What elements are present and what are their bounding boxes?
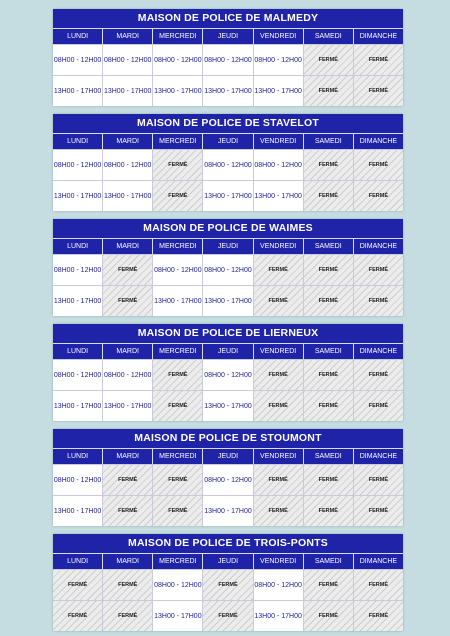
closed-cell: FERMÉ [202, 601, 252, 631]
closed-cell: FERMÉ [303, 601, 353, 631]
station-title: MAISON DE POLICE DE MALMEDY [53, 9, 403, 28]
station-schedule [53, 534, 403, 631]
day-header: LUNDI [67, 558, 89, 565]
day-header: MARDI [102, 29, 152, 44]
day-header: SAMEDI [303, 554, 353, 569]
closed-cell: FERMÉ [102, 496, 152, 526]
closed-cell: FERMÉ [303, 391, 353, 421]
day-header: SAMEDI [303, 449, 353, 464]
day-header: MARDI [102, 554, 152, 569]
station-schedule [53, 219, 403, 316]
day-header: DIMANCHE [353, 449, 403, 464]
closed-cell: FERMÉ [353, 255, 403, 285]
schedule-row [53, 149, 403, 180]
hours-cell: 08H00 - 12H00 [152, 570, 202, 600]
day-header: DIMANCHE [353, 344, 403, 359]
hours-cell: 13H00 - 17H00 [152, 601, 202, 631]
hours-cell: 08H00 - 12H00 [253, 570, 303, 600]
day-header: DIMANCHE [353, 134, 403, 149]
schedule-row [53, 180, 403, 211]
closed-cell: FERMÉ [102, 465, 152, 495]
day-header: MARDI [102, 344, 152, 359]
hours-cell: 13H00 - 17H00 [53, 507, 102, 515]
closed-cell: FERMÉ [353, 360, 403, 390]
day-header: MERCREDI [152, 554, 202, 569]
day-header: LUNDI [67, 348, 89, 355]
day-header: MERCREDI [152, 449, 202, 464]
day-header: MERCREDI [152, 344, 202, 359]
closed-cell: FERMÉ [353, 181, 403, 211]
day-header: JEUDI [202, 449, 252, 464]
closed-cell: FERMÉ [303, 360, 353, 390]
closed-cell: FERMÉ [353, 391, 403, 421]
closed-cell: FERMÉ [253, 496, 303, 526]
closed-cell: FERMÉ [303, 465, 353, 495]
day-header: DIMANCHE [353, 239, 403, 254]
day-header-row [53, 28, 403, 44]
day-header-row [53, 553, 403, 569]
closed-cell: FERMÉ [303, 570, 353, 600]
hours-cell: 13H00 - 17H00 [53, 402, 102, 410]
closed-cell: FERMÉ [303, 181, 353, 211]
day-header: VENDREDI [253, 134, 303, 149]
day-header: LUNDI [67, 138, 89, 145]
day-header: MERCREDI [152, 29, 202, 44]
closed-cell: FERMÉ [102, 255, 152, 285]
hours-cell: 08H00 - 12H00 [202, 360, 252, 390]
closed-cell: FERMÉ [102, 601, 152, 631]
hours-cell: 08H00 - 12H00 [202, 255, 252, 285]
closed-cell: FERMÉ [353, 45, 403, 75]
schedule-row [53, 569, 403, 600]
day-header: DIMANCHE [353, 554, 403, 569]
hours-cell: 13H00 - 17H00 [202, 181, 252, 211]
hours-cell: 13H00 - 17H00 [102, 181, 152, 211]
day-header: MARDI [102, 449, 152, 464]
closed-cell: FERMÉ [353, 570, 403, 600]
hours-cell: 08H00 - 12H00 [102, 150, 152, 180]
station-title: MAISON DE POLICE DE STAVELOT [53, 114, 403, 133]
closed-cell: FERMÉ [303, 255, 353, 285]
hours-cell: 13H00 - 17H00 [152, 76, 202, 106]
station-title: MAISON DE POLICE DE WAIMES [53, 219, 403, 238]
closed-cell: FERMÉ [202, 570, 252, 600]
hours-cell: 13H00 - 17H00 [53, 297, 102, 305]
station-schedule [53, 324, 403, 421]
hours-cell: 08H00 - 12H00 [53, 371, 102, 379]
hours-cell: 08H00 - 12H00 [53, 56, 102, 64]
closed-cell: FERMÉ [152, 496, 202, 526]
day-header: JEUDI [202, 239, 252, 254]
hours-cell: 13H00 - 17H00 [202, 76, 252, 106]
day-header: JEUDI [202, 344, 252, 359]
closed-cell: FERMÉ [353, 286, 403, 316]
hours-cell: 08H00 - 12H00 [53, 161, 102, 169]
hours-cell: 13H00 - 17H00 [53, 192, 102, 200]
closed-cell: FERMÉ [253, 286, 303, 316]
closed-cell: FERMÉ [152, 391, 202, 421]
closed-cell: FERMÉ [353, 76, 403, 106]
closed-cell: FERMÉ [253, 465, 303, 495]
day-header: LUNDI [67, 243, 89, 250]
closed-cell: FERMÉ [303, 496, 353, 526]
hours-cell: 08H00 - 12H00 [102, 45, 152, 75]
station-schedule [53, 114, 403, 211]
hours-cell: 08H00 - 12H00 [202, 465, 252, 495]
schedule-row [53, 254, 403, 285]
day-header: MARDI [102, 134, 152, 149]
closed-cell: FERMÉ [353, 496, 403, 526]
day-header: VENDREDI [253, 449, 303, 464]
schedule-row [53, 464, 403, 495]
hours-cell: 08H00 - 12H00 [253, 150, 303, 180]
schedule-row [53, 359, 403, 390]
day-header: MARDI [102, 239, 152, 254]
closed-cell: FERMÉ [152, 150, 202, 180]
hours-cell: 13H00 - 17H00 [253, 601, 303, 631]
closed-cell: FERMÉ [303, 45, 353, 75]
day-header: SAMEDI [303, 29, 353, 44]
hours-cell: 13H00 - 17H00 [53, 87, 102, 95]
hours-cell: 13H00 - 17H00 [202, 391, 252, 421]
hours-cell: 13H00 - 17H00 [152, 286, 202, 316]
closed-cell: FERMÉ [102, 286, 152, 316]
closed-cell: FERMÉ [353, 601, 403, 631]
schedule-row [53, 390, 403, 421]
day-header: DIMANCHE [353, 29, 403, 44]
closed-cell: FERMÉ [303, 286, 353, 316]
hours-cell: 13H00 - 17H00 [202, 496, 252, 526]
day-header: SAMEDI [303, 134, 353, 149]
closed-cell: FERMÉ [303, 76, 353, 106]
day-header-row [53, 448, 403, 464]
closed-cell: FERMÉ [253, 360, 303, 390]
station-title: MAISON DE POLICE DE TROIS-PONTS [53, 534, 403, 553]
day-header: SAMEDI [303, 344, 353, 359]
station-title: MAISON DE POLICE DE STOUMONT [53, 429, 403, 448]
hours-cell: 13H00 - 17H00 [102, 391, 152, 421]
hours-cell: 13H00 - 17H00 [253, 76, 303, 106]
hours-cell: 13H00 - 17H00 [102, 76, 152, 106]
hours-cell: 08H00 - 12H00 [53, 476, 102, 484]
schedule-row [53, 75, 403, 106]
day-header-row [53, 238, 403, 254]
closed-cell: FERMÉ [152, 360, 202, 390]
station-schedule [53, 9, 403, 106]
day-header-row [53, 343, 403, 359]
hours-cell: 08H00 - 12H00 [202, 150, 252, 180]
day-header-row [53, 133, 403, 149]
hours-cell: 08H00 - 12H00 [152, 45, 202, 75]
day-header: JEUDI [202, 29, 252, 44]
schedule-row [53, 495, 403, 526]
hours-cell: 08H00 - 12H00 [53, 266, 102, 274]
closed-cell: FERMÉ [53, 601, 102, 631]
day-header: LUNDI [67, 453, 89, 460]
day-header: SAMEDI [303, 239, 353, 254]
closed-cell: FERMÉ [102, 570, 152, 600]
station-schedule [53, 429, 403, 526]
closed-cell: FERMÉ [152, 181, 202, 211]
day-header: VENDREDI [253, 344, 303, 359]
hours-cell: 08H00 - 12H00 [102, 360, 152, 390]
closed-cell: FERMÉ [253, 255, 303, 285]
closed-cell: FERMÉ [152, 465, 202, 495]
day-header: LUNDI [67, 33, 89, 40]
hours-cell: 08H00 - 12H00 [253, 45, 303, 75]
closed-cell: FERMÉ [53, 570, 102, 600]
station-title: MAISON DE POLICE DE LIERNEUX [53, 324, 403, 343]
hours-cell: 08H00 - 12H00 [152, 255, 202, 285]
hours-cell: 13H00 - 17H00 [202, 286, 252, 316]
day-header: JEUDI [202, 554, 252, 569]
closed-cell: FERMÉ [303, 150, 353, 180]
hours-cell: 08H00 - 12H00 [202, 45, 252, 75]
closed-cell: FERMÉ [253, 391, 303, 421]
day-header: VENDREDI [253, 239, 303, 254]
day-header: JEUDI [202, 134, 252, 149]
hours-cell: 13H00 - 17H00 [253, 181, 303, 211]
day-header: MERCREDI [152, 134, 202, 149]
day-header: VENDREDI [253, 29, 303, 44]
closed-cell: FERMÉ [353, 150, 403, 180]
day-header: MERCREDI [152, 239, 202, 254]
closed-cell: FERMÉ [353, 465, 403, 495]
schedule-row [53, 285, 403, 316]
schedule-row [53, 600, 403, 631]
schedule-row [53, 44, 403, 75]
day-header: VENDREDI [253, 554, 303, 569]
